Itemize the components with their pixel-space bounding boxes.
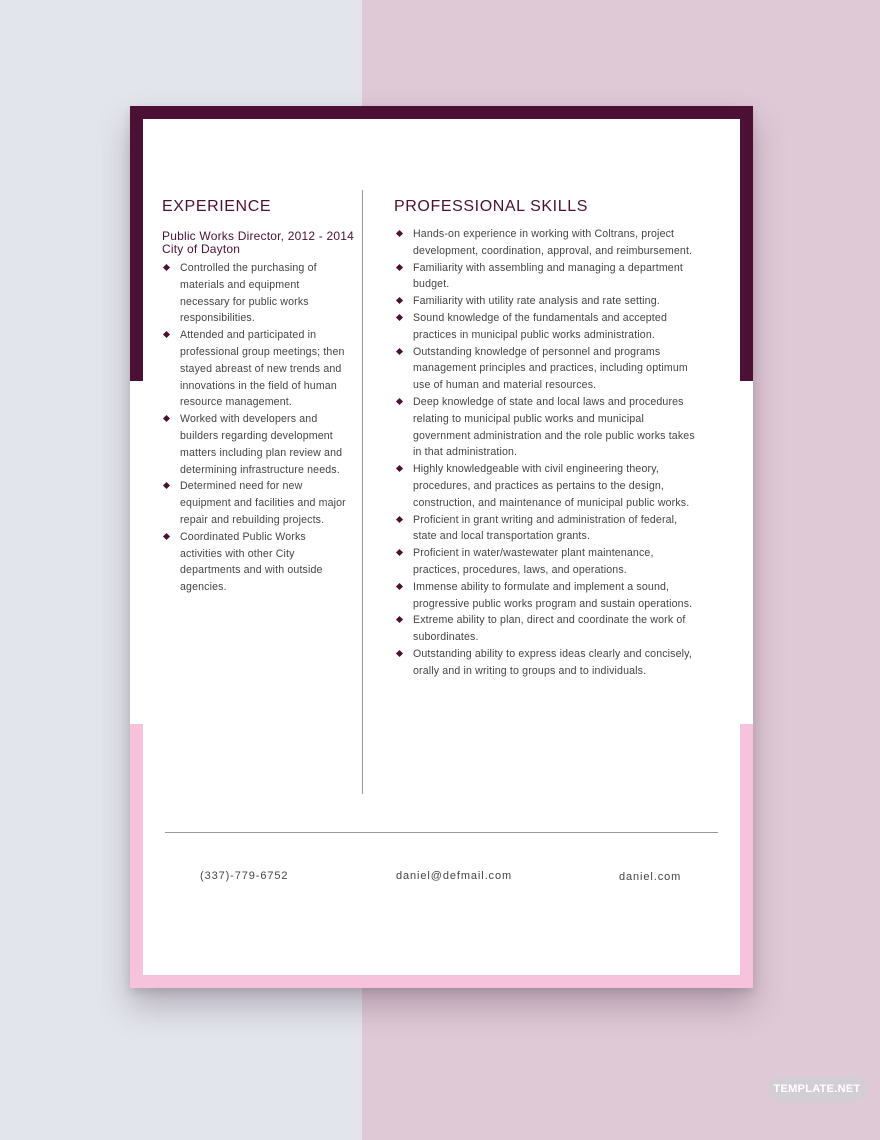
diamond-bullet-icon [396,264,403,271]
diamond-bullet-icon [396,516,403,523]
list-item [395,293,695,310]
diamond-bullet-icon [396,549,403,556]
list-item-text: Hands-on experience in working with Coltrans, project development, coordination, approval, and reimbursement. [413,228,693,257]
skills-list [395,226,695,680]
list-item-text: Proficient in grant writing and administration of federal, state and local transportation grants. [413,513,678,543]
list-item-text: Proficient in water/wastewater plant maintenance, practices, procedures, laws, and operations. [413,547,654,576]
job-title: Public Works Director, 2012 - 2014 [162,229,354,243]
list-item [395,461,695,511]
list-item-text: Immense ability to formulate and implement a sound, progressive public works program and sustain operations. [413,580,693,610]
skills-heading: PROFESSIONAL SKILLS [394,198,588,215]
list-item [395,310,695,344]
diamond-bullet-icon [163,533,170,540]
diamond-bullet-icon [163,482,170,489]
experience-list [162,260,348,596]
diamond-bullet-icon [396,583,403,590]
diamond-bullet-icon [396,297,403,304]
list-item [395,612,695,646]
list-item [162,478,348,528]
footer-divider [165,832,718,833]
diamond-bullet-icon [163,264,170,271]
list-item-text: Familiarity with utility rate analysis and rate setting. [413,295,660,308]
column-divider [362,190,363,794]
list-item-text: Outstanding ability to express ideas clearly and concisely, orally and in writing to groups and to individuals. [413,647,692,677]
list-item-text: Attended and participated in professional group meetings; then stayed abreast of new trends and innovations in the field of human resource management. [180,329,345,409]
list-item [395,226,695,260]
list-item-text: Sound knowledge of the fundamentals and accepted practices in municipal public works administration. [413,311,667,341]
list-item [395,512,695,546]
list-item [162,411,348,478]
list-item-text: Outstanding knowledge of personnel and programs management principles and practices, including optimum use of human and material resources. [413,345,688,392]
list-item-text: Familiarity with assembling and managing a department budget. [413,261,683,291]
template-watermark: TEMPLATE.NET [768,1076,866,1102]
job-location: City of Dayton [162,242,241,256]
list-item [162,529,348,596]
contact-email: daniel@defmail.com [396,870,513,882]
diamond-bullet-icon [163,415,170,422]
list-item-text: Deep knowledge of state and local laws and procedures relating to municipal public works and municipal government administration and the role public works takes in that administration. [413,395,695,459]
list-item [395,579,695,613]
diamond-bullet-icon [396,465,403,472]
list-item-text: Controlled the purchasing of materials and equipment necessary for public works responsibilities. [180,262,317,325]
diamond-bullet-icon [396,650,403,657]
job-entry [162,230,362,256]
list-item [162,327,348,411]
list-item-text: Extreme ability to plan, direct and coordinate the work of subordinates. [413,614,686,644]
diamond-bullet-icon [396,314,403,321]
list-item [395,545,695,579]
list-item [395,260,695,294]
diamond-bullet-icon [396,348,403,355]
experience-heading: EXPERIENCE [162,198,272,215]
diamond-bullet-icon [396,230,403,237]
list-item-text: Highly knowledgeable with civil engineering theory, procedures, and practices as pertains to the design, construction, and maintenance of municipal public works. [413,463,690,509]
list-item-text: Worked with developers and builders regarding development matters including plan review and determining infrastructure needs. [180,413,343,476]
list-item [395,344,695,394]
diamond-bullet-icon [396,398,403,405]
diamond-bullet-icon [163,331,170,338]
contact-phone: (337)-779-6752 [200,870,289,882]
list-item [162,260,348,327]
list-item-text: Determined need for new equipment and facilities and major repair and rebuilding projects. [180,480,346,526]
contact-website: daniel.com [619,871,682,883]
list-item-text: Coordinated Public Works activities with other City departments and with outside agencies. [180,530,323,594]
list-item [395,646,695,680]
diamond-bullet-icon [396,616,403,623]
list-item [395,394,695,461]
